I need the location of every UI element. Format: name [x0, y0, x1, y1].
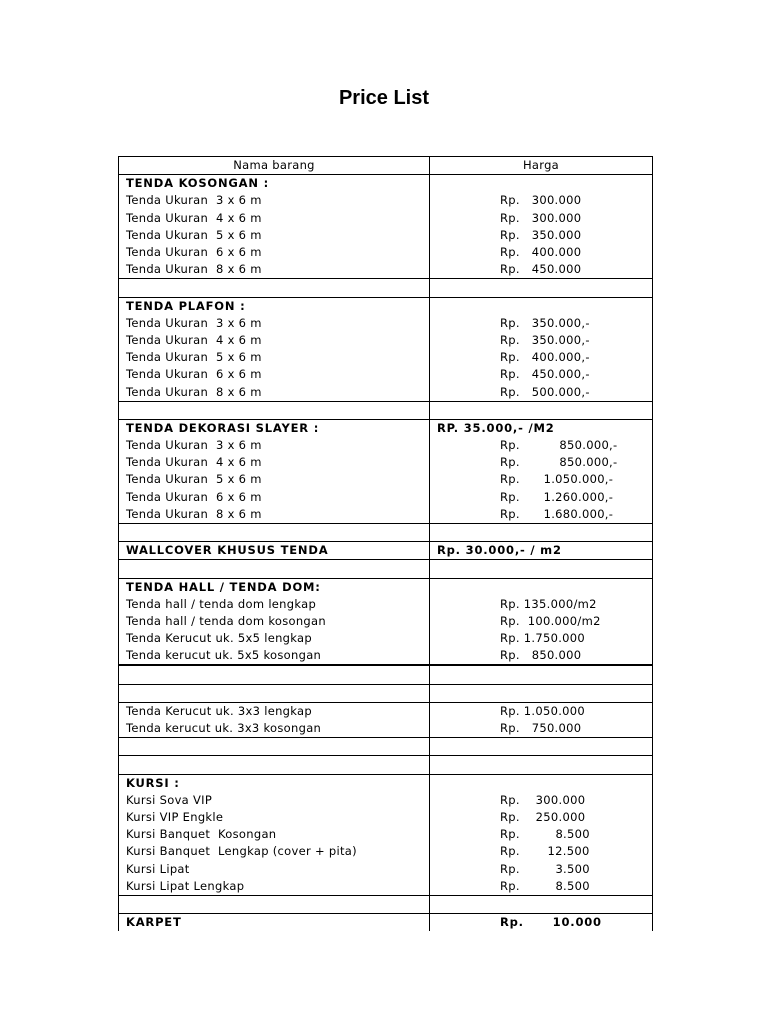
item-name: Tenda Ukuran 8 x 6 m — [119, 383, 430, 401]
blank-row — [119, 279, 653, 297]
item-price: Rp. 1.050.000,- — [430, 471, 653, 488]
section-title: TENDA HALL / TENDA DOM: — [119, 578, 430, 596]
item-price: Rp. 850.000,- — [430, 437, 653, 454]
item-price: Rp. 1.680.000,- — [430, 506, 653, 524]
item-name — [119, 401, 430, 419]
section-row — [119, 297, 653, 315]
item-price: Rp. 450.000 — [430, 261, 653, 279]
item-price: Rp. 350.000,- — [430, 332, 653, 349]
item-name: Tenda Ukuran 5 x 6 m — [119, 349, 430, 366]
item-price: Rp. 12.500 — [430, 843, 653, 860]
table-row — [119, 489, 653, 506]
table-row — [119, 437, 653, 454]
blank-row — [119, 401, 653, 419]
section-title: KARPET — [119, 914, 430, 932]
item-name — [119, 738, 430, 756]
item-name: Tenda hall / tenda dom lengkap — [119, 596, 430, 613]
item-name: Tenda Ukuran 8 x 6 m — [119, 261, 430, 279]
section-row — [119, 542, 653, 560]
item-price: Rp. 850.000 — [430, 647, 653, 665]
item-price: Rp. 3.500 — [430, 861, 653, 878]
table-row — [119, 792, 653, 809]
item-price — [430, 560, 653, 578]
item-name — [119, 523, 430, 541]
section-title: KURSI : — [119, 774, 430, 792]
table-row — [119, 878, 653, 896]
table-row — [119, 843, 653, 860]
item-price: RP. 35.000,- /M2 — [430, 419, 653, 437]
table-row — [119, 210, 653, 227]
item-price: Rp. 300.000 — [430, 210, 653, 227]
header-price: Harga — [430, 157, 653, 175]
table-row — [119, 227, 653, 244]
item-price: Rp. 135.000/m2 — [430, 596, 653, 613]
section-row — [119, 175, 653, 193]
item-price — [430, 297, 653, 315]
item-price: Rp. 750.000 — [430, 720, 653, 738]
item-name: Tenda Ukuran 3 x 6 m — [119, 192, 430, 209]
table-row — [119, 383, 653, 401]
header-name: Nama barang — [119, 157, 430, 175]
item-name — [119, 560, 430, 578]
item-price: Rp. 100.000/m2 — [430, 613, 653, 630]
table-row — [119, 261, 653, 279]
section-row — [119, 578, 653, 596]
table-row — [119, 315, 653, 332]
item-name: Kursi Lipat Lengkap — [119, 878, 430, 896]
item-price — [430, 175, 653, 193]
item-name — [119, 756, 430, 774]
item-price: Rp. 500.000,- — [430, 383, 653, 401]
item-name: Kursi Sova VIP — [119, 792, 430, 809]
blank-row — [119, 684, 653, 702]
price-table-body — [119, 157, 653, 932]
table-row — [119, 613, 653, 630]
item-price — [430, 895, 653, 913]
table-row — [119, 471, 653, 488]
blank-row — [119, 523, 653, 541]
item-name: Tenda Kerucut uk. 5x5 lengkap — [119, 630, 430, 647]
item-price: Rp. 250.000 — [430, 809, 653, 826]
item-name — [119, 665, 430, 684]
page-title: Price List — [338, 87, 430, 109]
table-row — [119, 720, 653, 738]
item-price: Rp. 8.500 — [430, 878, 653, 896]
item-name: Kursi Lipat — [119, 861, 430, 878]
item-price — [430, 523, 653, 541]
item-price: Rp. 10.000 — [430, 914, 653, 932]
item-price: Rp. 1.050.000 — [430, 702, 653, 720]
item-name — [119, 279, 430, 297]
item-price: Rp. 300.000 — [430, 192, 653, 209]
item-name: Tenda Ukuran 4 x 6 m — [119, 210, 430, 227]
item-name — [119, 895, 430, 913]
item-name — [119, 684, 430, 702]
table-row — [119, 861, 653, 878]
item-name: Tenda Ukuran 4 x 6 m — [119, 332, 430, 349]
table-row — [119, 332, 653, 349]
blank-row — [119, 895, 653, 913]
item-name: Tenda Ukuran 5 x 6 m — [119, 471, 430, 488]
item-name: Tenda Ukuran 8 x 6 m — [119, 506, 430, 524]
table-row — [119, 702, 653, 720]
section-title: TENDA DEKORASI SLAYER : — [119, 419, 430, 437]
table-row — [119, 244, 653, 261]
item-price: Rp. 8.500 — [430, 826, 653, 843]
item-name: Kursi VIP Engkle — [119, 809, 430, 826]
item-price: Rp. 400.000,- — [430, 349, 653, 366]
item-price — [430, 578, 653, 596]
section-row — [119, 914, 653, 932]
item-name: Tenda Ukuran 6 x 6 m — [119, 489, 430, 506]
section-title: TENDA KOSONGAN : — [119, 175, 430, 193]
table-header-row — [119, 157, 653, 175]
table-row — [119, 192, 653, 209]
item-name: Kursi Banquet Lengkap (cover + pita) — [119, 843, 430, 860]
table-row — [119, 809, 653, 826]
table-row — [119, 366, 653, 383]
section-title: WALLCOVER KHUSUS TENDA — [119, 542, 430, 560]
item-price — [430, 665, 653, 684]
section-title: TENDA PLAFON : — [119, 297, 430, 315]
blank-row — [119, 665, 653, 684]
price-table — [118, 156, 653, 931]
item-name: Tenda kerucut uk. 3x3 kosongan — [119, 720, 430, 738]
item-name: Kursi Banquet Kosongan — [119, 826, 430, 843]
item-price: Rp. 450.000,- — [430, 366, 653, 383]
item-name: Tenda Ukuran 6 x 6 m — [119, 244, 430, 261]
item-price — [430, 401, 653, 419]
item-price: Rp. 350.000 — [430, 227, 653, 244]
item-price: Rp. 850.000,- — [430, 454, 653, 471]
item-price — [430, 684, 653, 702]
item-price — [430, 279, 653, 297]
table-row — [119, 630, 653, 647]
blank-row — [119, 560, 653, 578]
item-price: Rp. 400.000 — [430, 244, 653, 261]
item-name: Tenda Ukuran 5 x 6 m — [119, 227, 430, 244]
item-price — [430, 756, 653, 774]
item-price: Rp. 30.000,- / m2 — [430, 542, 653, 560]
item-price: Rp. 1.260.000,- — [430, 489, 653, 506]
table-row — [119, 596, 653, 613]
item-price: Rp. 350.000,- — [430, 315, 653, 332]
item-name: Tenda kerucut uk. 5x5 kosongan — [119, 647, 430, 665]
item-name: Tenda Ukuran 6 x 6 m — [119, 366, 430, 383]
item-name: Tenda Ukuran 3 x 6 m — [119, 437, 430, 454]
item-price: Rp. 300.000 — [430, 792, 653, 809]
table-row — [119, 826, 653, 843]
section-row — [119, 774, 653, 792]
table-row — [119, 506, 653, 524]
item-name: Tenda Ukuran 3 x 6 m — [119, 315, 430, 332]
item-name: Tenda Kerucut uk. 3x3 lengkap — [119, 702, 430, 720]
table-row — [119, 647, 653, 665]
table-row — [119, 454, 653, 471]
section-row — [119, 419, 653, 437]
item-price: Rp. 1.750.000 — [430, 630, 653, 647]
item-name: Tenda Ukuran 4 x 6 m — [119, 454, 430, 471]
item-name: Tenda hall / tenda dom kosongan — [119, 613, 430, 630]
table-row — [119, 349, 653, 366]
item-price — [430, 738, 653, 756]
blank-row — [119, 756, 653, 774]
item-price — [430, 774, 653, 792]
blank-row — [119, 738, 653, 756]
